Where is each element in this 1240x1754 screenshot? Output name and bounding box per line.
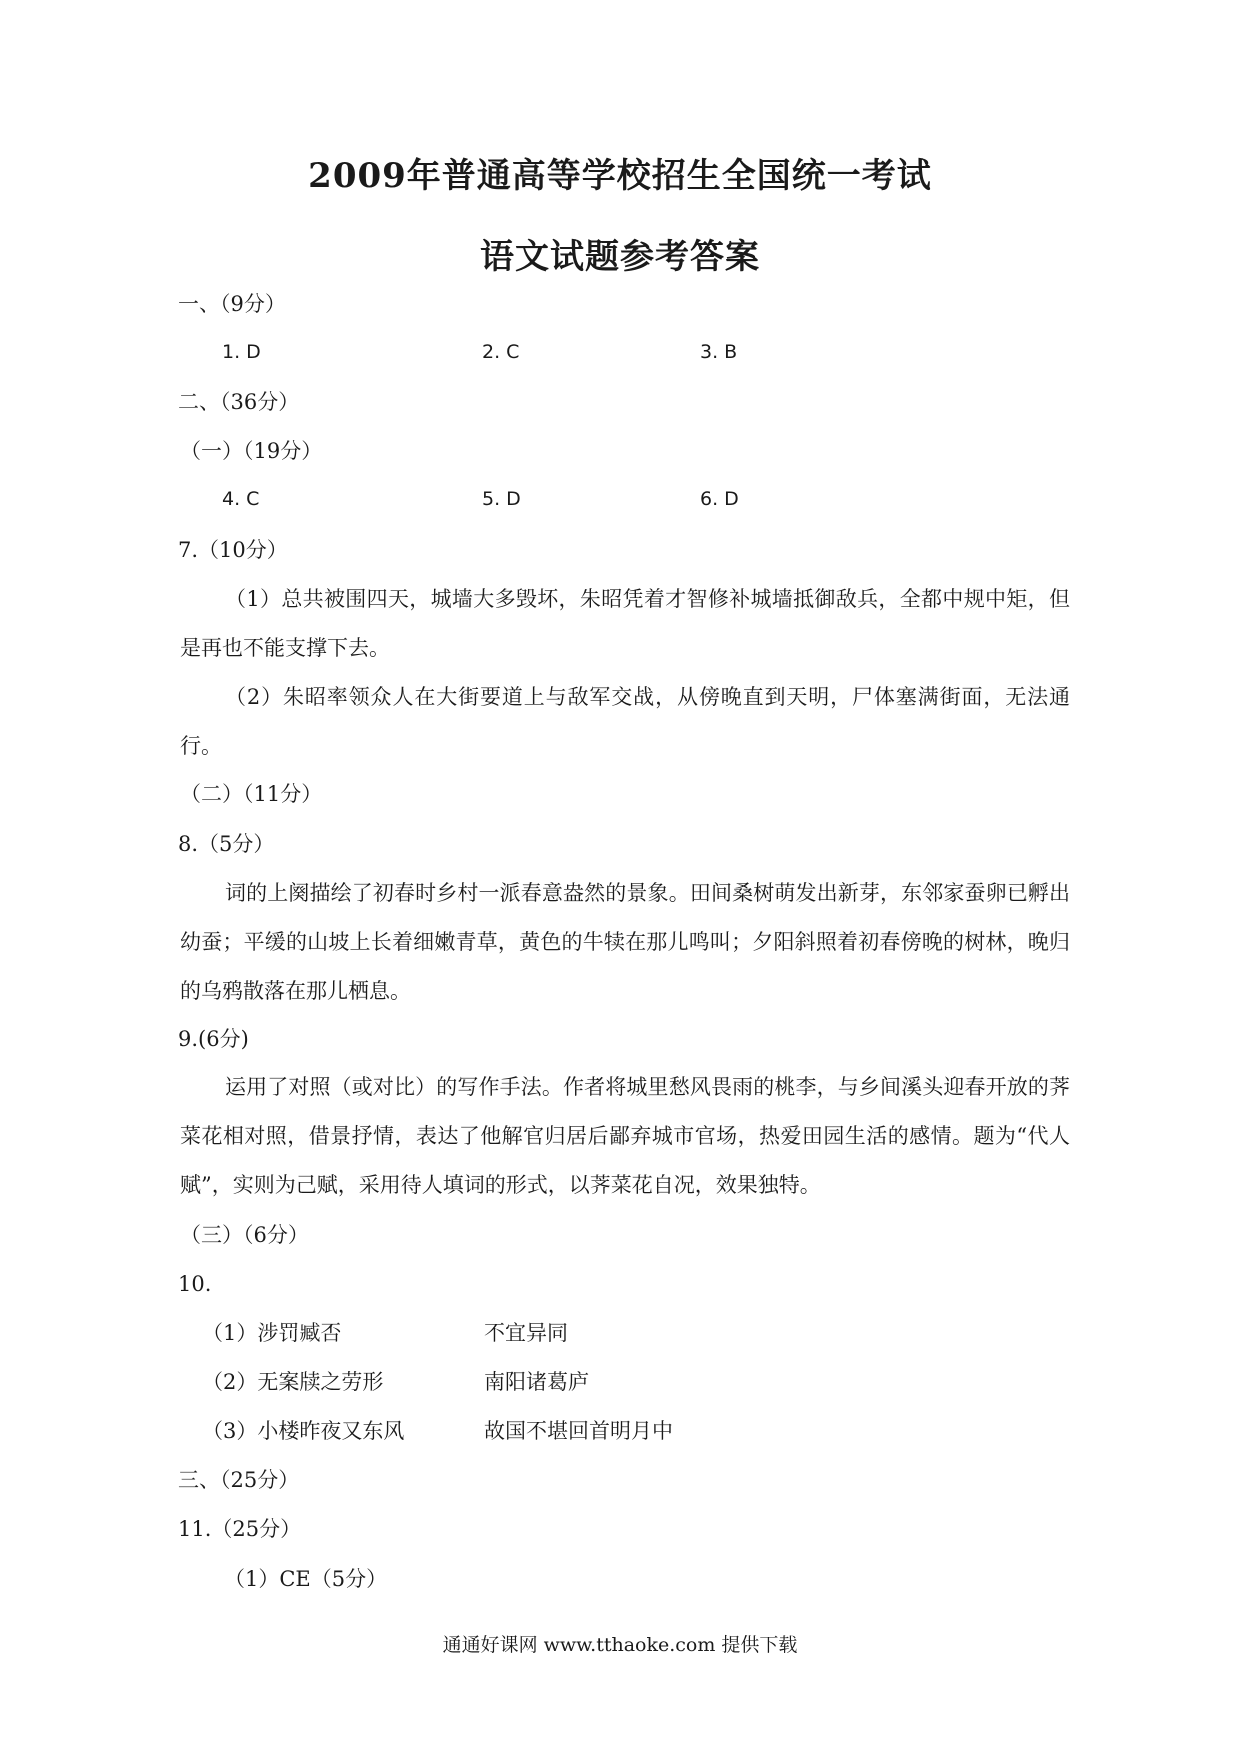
answer-2: 2. C: [482, 341, 520, 363]
question-10-heading: 10.: [178, 1272, 212, 1296]
section-2-heading: 二、（36分）: [178, 390, 300, 414]
answer-1: 1. D: [222, 341, 261, 363]
question-8-heading: 8.（5分）: [178, 832, 275, 856]
answer-4: 4. C: [222, 488, 260, 510]
question-10-row-3-left: （3）小楼昨夜又东风: [202, 1419, 405, 1443]
question-10-row-1-right: 不宜异同: [484, 1321, 568, 1345]
question-11-heading: 11.（25分）: [178, 1517, 302, 1541]
question-7-answer-2: （2）朱昭率领众人在大街要道上与敌军交战，从傍晚直到天明，尸体塞满街面，无法通行。: [180, 685, 1070, 758]
section-1-heading: 一、（9分）: [178, 292, 286, 316]
section-3-heading: 三、（25分）: [178, 1468, 300, 1492]
subsection-1-heading: （一）（19分）: [180, 439, 323, 463]
question-11-answer-1: （1）CE（5分）: [224, 1567, 388, 1591]
answer-3: 3. B: [700, 341, 738, 363]
subsection-2-heading: （二）（11分）: [180, 782, 323, 806]
question-10-row-2-right: 南阳诸葛庐: [484, 1370, 589, 1394]
question-10-row-3-right: 故国不堪回首明月中: [484, 1419, 673, 1443]
question-9-heading: 9.(6分): [178, 1027, 249, 1051]
page-title: 2009年普通高等学校招生全国统一考试: [308, 156, 932, 196]
footer-source: 通通好课网 www.tthaoke.com 提供下载: [442, 1634, 798, 1656]
subsection-3-heading: （三）（6分）: [180, 1223, 309, 1247]
answer-6: 6. D: [700, 488, 739, 510]
question-7-answer-1: （1）总共被围四天，城墙大多毁坏，朱昭凭着才智修补城墙抵御敌兵，全都中规中矩，但是再也不能支撑下去。: [180, 587, 1070, 660]
question-8-answer: 词的上阕描绘了初春时乡村一派春意盎然的景象。田间桑树萌发出新芽，东邻家蚕卵已孵出幼蚕；平缓的山坡上长着细嫩青草，黄色的牛犊在那儿鸣叫；夕阳斜照着初春傍晚的树林，晚归的乌鸦散落在那儿栖息。: [180, 881, 1070, 1003]
question-10-row-2-left: （2）无案牍之劳形: [202, 1370, 384, 1394]
answer-5: 5. D: [482, 488, 521, 510]
question-7-heading: 7.（10分）: [178, 538, 288, 562]
question-9-answer: 运用了对照（或对比）的写作手法。作者将城里愁风畏雨的桃李，与乡间溪头迎春开放的荠菜花相对照，借景抒情，表达了他解官归居后鄙弃城市官场，热爱田园生活的感情。题为“代人赋”，实则为己赋，采用待人填词的形式，以荠菜花自况，效果独特。: [180, 1075, 1070, 1197]
page-subtitle: 语文试题参考答案: [480, 237, 760, 277]
question-10-row-1-left: （1）涉罚臧否: [202, 1321, 342, 1345]
